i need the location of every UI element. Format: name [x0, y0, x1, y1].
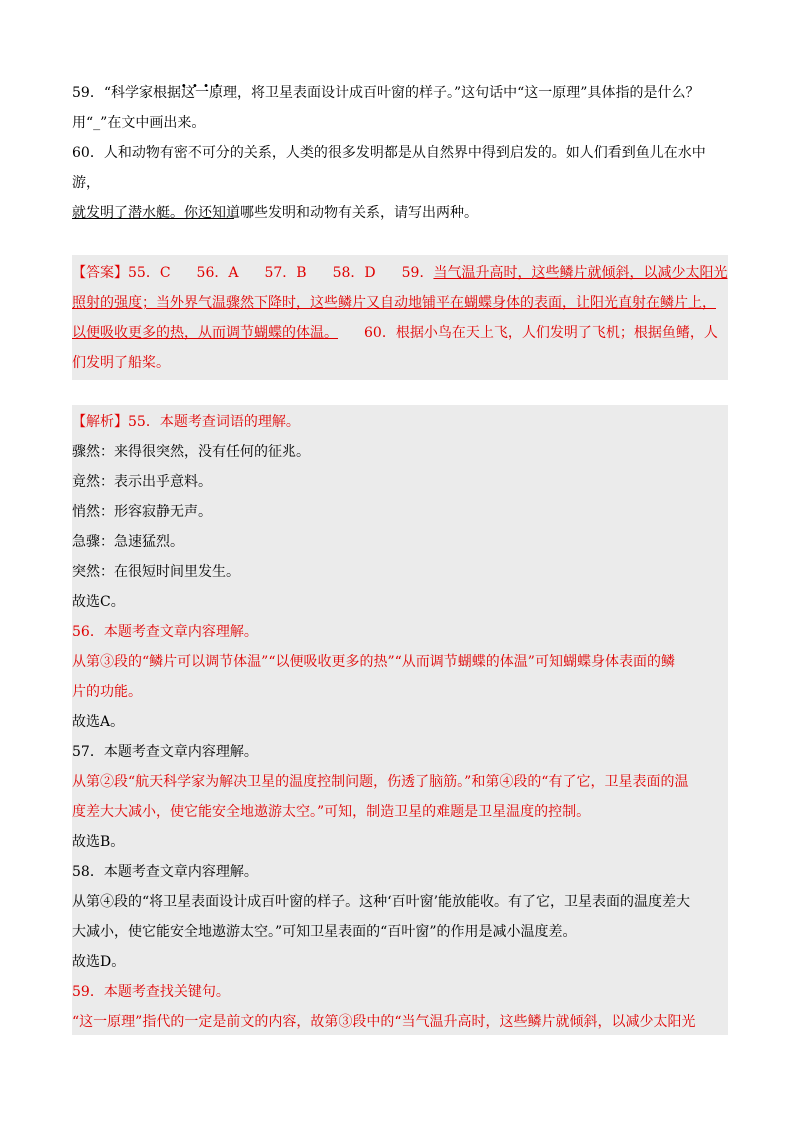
separator-line — [72, 218, 234, 219]
analysis-line-16: 从第④段的“将卫星表面设计成百叶窗的样子。这种‘百叶窗’能放能收。有了它，卫星表面的温度差大 — [72, 894, 691, 910]
analysis-line-15: 58．本题考查文章内容理解。 — [72, 864, 258, 880]
question-60-line-1: 60．人和动物有密不可分的关系，人类的很多发明都是从自然界中得到启发的。如人们看到鱼儿在水中游， — [72, 145, 706, 191]
analysis-line-5: 突然：在很短时间里发生。 — [72, 564, 240, 580]
analysis-line-7: 56．本题考查文章内容理解。 — [72, 624, 258, 640]
answer-block — [72, 258, 728, 378]
analysis-line-12: 从第②段“航天科学家为解决卫星的温度控制问题，伤透了脑筋。”和第④段的“有了它，卫星表面的温 — [72, 774, 689, 790]
answer-line-4: 们发明了船桨。 — [72, 355, 170, 371]
analysis-line-19: 59．本题考查找关键句。 — [72, 984, 230, 1000]
answer-tag: 【答案】 — [72, 265, 128, 281]
question-60 — [72, 138, 728, 228]
question-59-line-1: 59．“科学家根据· · · · 这一原理，将卫星表面设计成百叶窗的样子。”这句话中“这一原理”具体指的是什么？ — [72, 78, 728, 108]
analysis-line-18: 故选D。 — [72, 954, 126, 970]
analysis-line-13: 度差大大减小，使它能安全地遨游太空。”可知，制造卫星的难题是卫星温度的控制。 — [72, 804, 591, 820]
analysis-line-11: 57．本题考查文章内容理解。 — [72, 744, 258, 760]
answer-line-2: 照射的强度；当外界气温骤然下降时，这些鳞片又自动地铺平在蝴蝶身体的表面，让阳光直射在鳞片上， — [72, 295, 716, 311]
question-59-line-2: 用“_”在文中画出来。 — [72, 115, 206, 131]
analysis-line-3: 悄然：形容寂静无声。 — [72, 504, 212, 520]
analysis-line-17: 大减小，使它能安全地遨游太空。”可知卫星表面的“百叶窗”的作用是减小温度差。 — [72, 924, 577, 940]
analysis-line-20: “这一原理”指代的一定是前文的内容，故第③段中的“当气温升高时，这些鳞片就倾斜，以减少太阳光 — [72, 1014, 696, 1030]
analysis-block — [72, 407, 728, 1037]
emphasis-dotted-text: · · · · 这一原理 — [181, 85, 237, 101]
question-60-line-2: 就发明了潜水艇。你还知道哪些发明和动物有关系，请写出两种。 — [72, 205, 478, 221]
analysis-line-14: 故选B。 — [72, 834, 125, 850]
analysis-tag: 【解析】 — [72, 414, 128, 430]
answer-line-1: 【答案】55．C 56．A 57．B 58．D 59．当气温升高时，这些鳞片就倾斜，以减少太阳光 — [72, 265, 728, 281]
analysis-line-1: 骤然：来得很突然，没有任何的征兆。 — [72, 444, 310, 460]
analysis-line-9: 片的功能。 — [72, 684, 142, 700]
question-59 — [72, 78, 728, 138]
analysis-line-6: 故选C。 — [72, 594, 125, 610]
analysis-line-8: 从第③段的“鳞片可以调节体温”“以便吸收更多的热”“从而调节蝴蝶的体温”可知蝴蝶身体表面的鳞 — [72, 654, 675, 670]
analysis-line-2: 竟然：表示出乎意料。 — [72, 474, 212, 490]
analysis-line-10: 故选A。 — [72, 714, 125, 730]
answer-line-3: 以便吸收更多的热，从而调节蝴蝶的体温。 60．根据小鸟在天上飞，人们发明了飞机；根据鱼鳍，人 — [72, 325, 718, 341]
analysis-line-0: 【解析】55．本题考查词语的理解。 — [72, 414, 300, 430]
analysis-line-4: 急骤：急速猛烈。 — [72, 534, 184, 550]
